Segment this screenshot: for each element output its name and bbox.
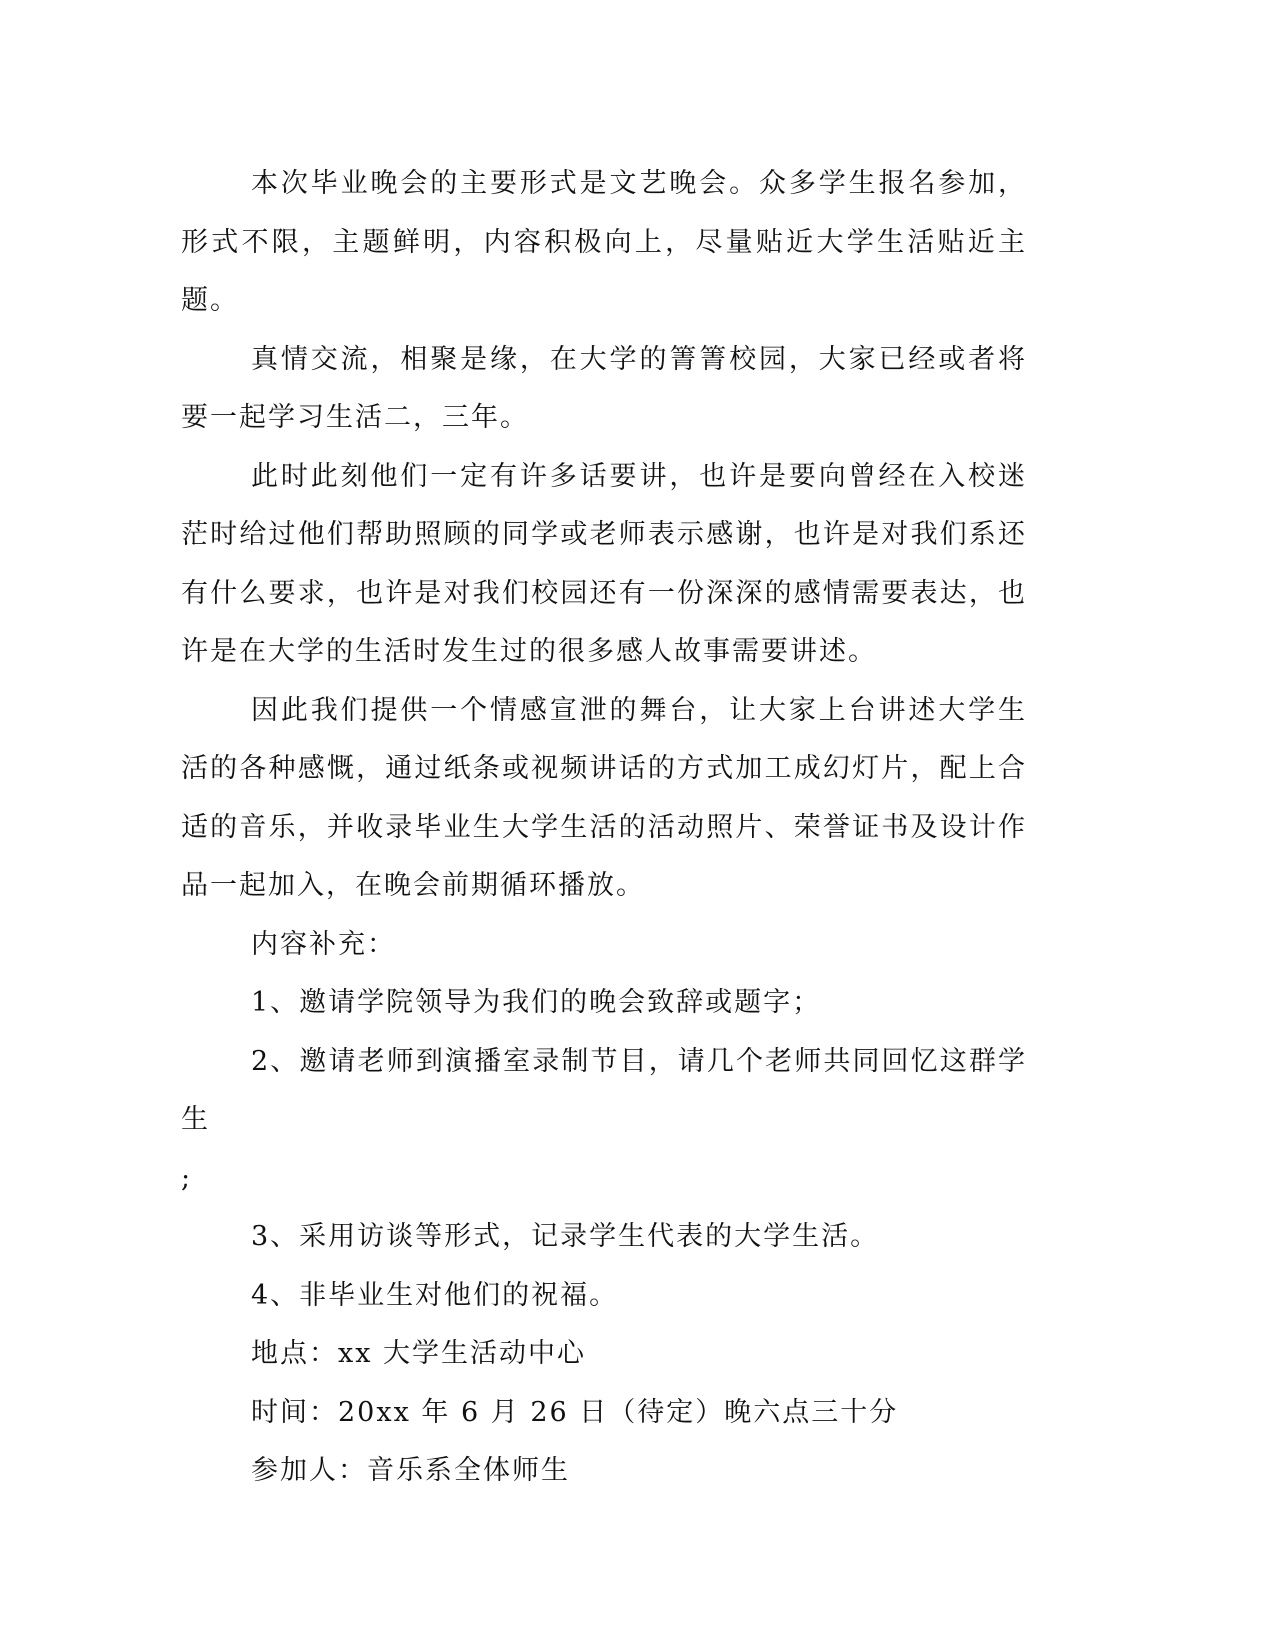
document-body: [181, 155, 1027, 1501]
supplement-item-4: 4、非毕业生对他们的祝福。: [251, 1279, 619, 1311]
supplement-item-1: 1、邀请学院领导为我们的晚会致辞或题字；: [251, 987, 822, 1018]
supplement-item-2-trailing: ;: [181, 1162, 193, 1194]
paragraph-gratitude: 此时此刻他们一定有许多话要讲，也许是要向曾经在入校迷茫时给过他们帮助照顾的同学或老师表示感谢，也许是对我们系还有什么要求，也许是对我们校园还有一份深深的感情需要表达，也许是在大学的生活时发生过的很多感人故事需要讲述。: [181, 460, 1027, 667]
event-location: 地点：xx 大学生活动中心: [251, 1338, 587, 1369]
supplement-heading: 内容补充：: [251, 928, 396, 960]
event-time: 时间：20xx 年 6 月 26 日（待定）晚六点三十分: [251, 1396, 899, 1428]
paragraph-stage: 因此我们提供一个情感宣泄的舞台，让大家上台讲述大学生活的各种感慨，通过纸条或视频讲话的方式加工成幻灯片，配上合适的音乐，并收录毕业生大学生活的活动照片、荣誉证书及设计作品一起加入，在晚会前期循环播放。: [181, 694, 1027, 901]
paragraph-form: 本次毕业晚会的主要形式是文艺晚会。众多学生报名参加，形式不限，主题鲜明，内容积极向上，尽量贴近大学生活贴近主题。: [181, 168, 1027, 316]
paragraph-exchange: 真情交流，相聚是缘，在大学的箐箐校园，大家已经或者将要一起学习生活二，三年。: [181, 343, 1027, 433]
supplement-item-2: 2、邀请老师到演播室录制节目，请几个老师共同回忆这群学生: [181, 1045, 1027, 1135]
supplement-item-3: 3、采用访谈等形式，记录学生代表的大学生活。: [251, 1221, 880, 1252]
event-participants: 参加人：音乐系全体师生: [251, 1455, 570, 1486]
